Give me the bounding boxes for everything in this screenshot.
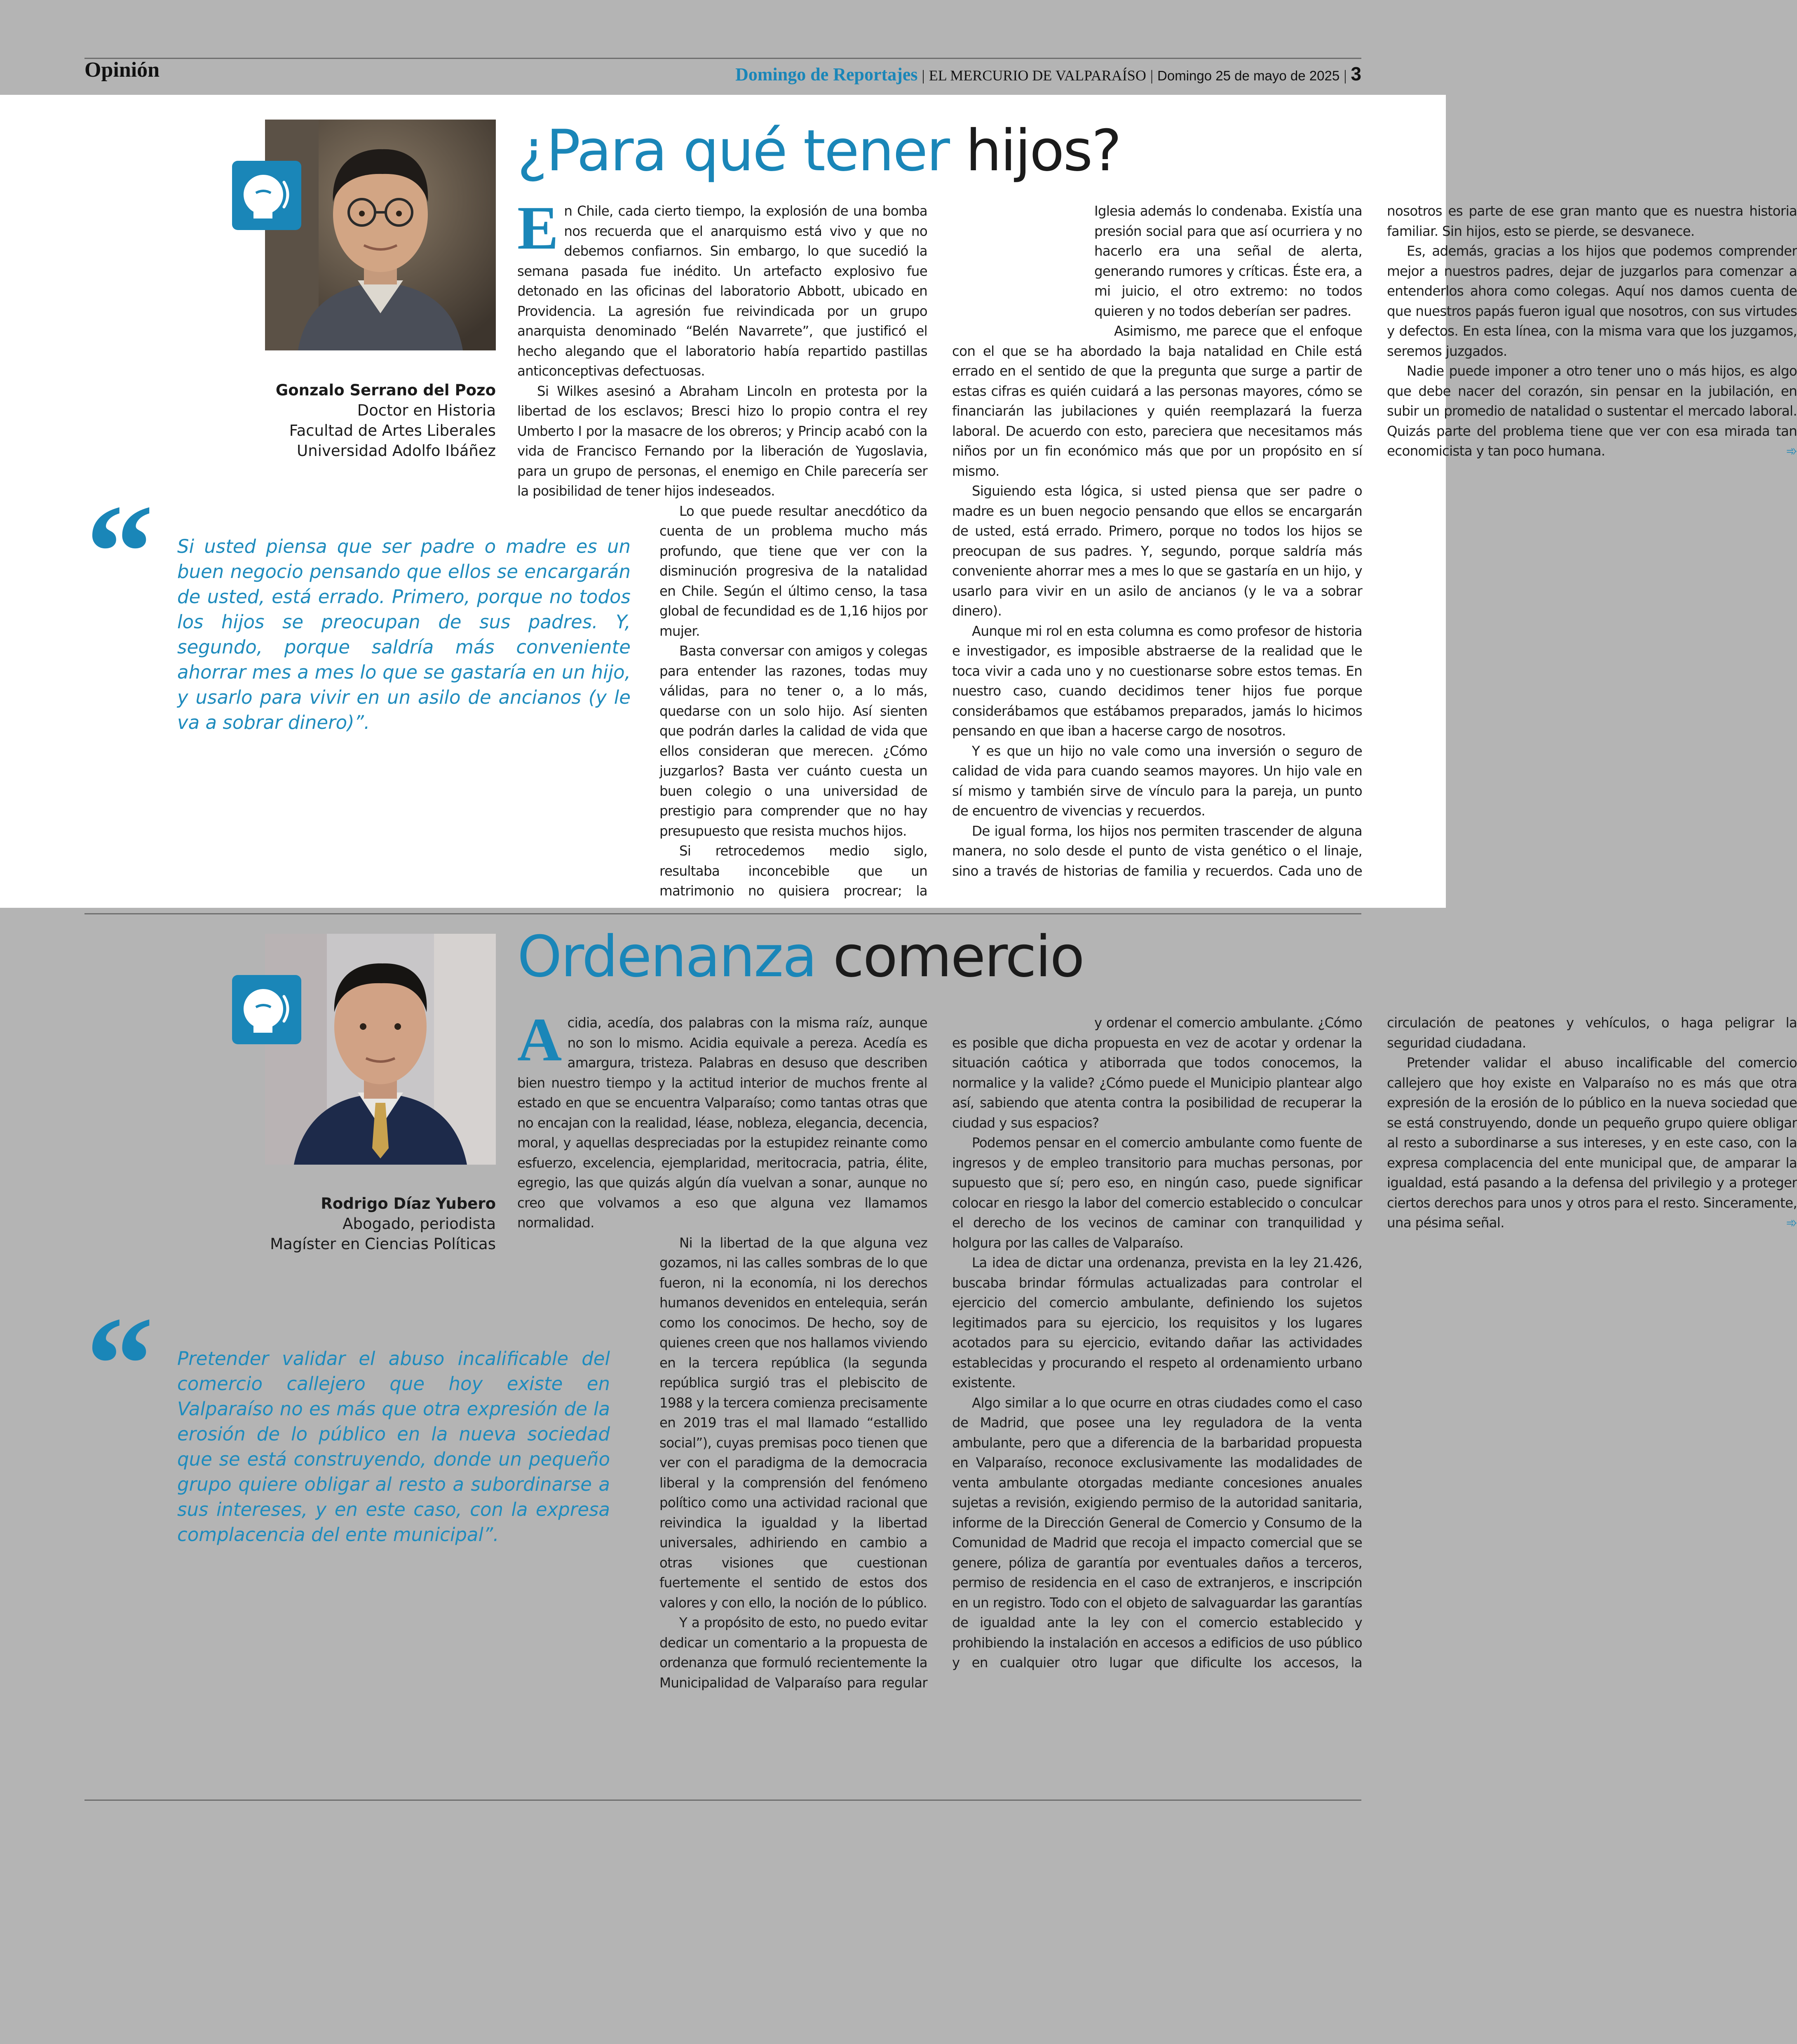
author-portrait (265, 934, 496, 1165)
author-name: Gonzalo Serrano del Pozo (275, 381, 496, 399)
article-body (517, 194, 1797, 902)
separator: | (1344, 67, 1347, 84)
headline-highlight: ¿Para qué tener (517, 117, 949, 184)
article-headline (517, 117, 1121, 184)
article-headline (517, 923, 1084, 990)
body-paragraph: Siguiendo esta lógica, si usted piensa que ser padre o madre es un buen negocio pensando que ellos se encargarán de usted, está errado. Primero, porque no todos los hijos se preocupan de sus padres. Y, segundo, porque saldría más conveniente ahorrar mes a mes lo que se gastaría en un hijo, y usarlo para vivir en un asilo de ancianos (y le va a sobrar dinero). (952, 483, 1362, 619)
author-degree: Magíster en Ciencias Políticas (270, 1235, 496, 1253)
article-hijos (0, 95, 1797, 908)
pull-quote: Pretender validar el abuso incalificable del comercio callejero que hoy existe en Valparaíso no es más que otra expresión de la erosión de lo público en la nueva sociedad que se está construyendo, donde un pequeño grupo quiere obligar al resto a subordinarse a sus intereses, y en este caso, con la expresa complacencia del ente municipal”. (177, 1348, 610, 1546)
body-paragraph: Y es que un hijo no vale como una inversión o seguro de calidad de vida para cuando seamos mayores. Un hijo vale en sí mismo y también sirve de vínculo para la pareja, un punto de encuentro de vivencias y recuerdos. (952, 743, 1362, 819)
author-portrait (265, 120, 496, 350)
body-paragraph: La idea de dictar una ordenanza, prevista en la ley 21.426, buscaba brindar fórmulas actualizadas para controlar el ejercicio del comercio ambulante, definiendo los sujetos legitimados para su ejercicio, los requisitos y los lugares acotados para su ejercicio, evitando dañar las actividades establecidas y procurando el respeto al ordenamiento urbano existente. (952, 1255, 1362, 1391)
drop-cap: A (517, 1006, 562, 1074)
author-name: Rodrigo Díaz Yubero (321, 1195, 496, 1212)
pull-quote: Si usted piensa que ser padre o madre es un buen negocio pensando que ellos se encargarán de usted, está errado. Primero, porque no todos los hijos se preocupan de sus padres. Y, segundo, porque saldría más conveniente ahorrar mes a mes lo que se gastaría en un hijo, y usarlo para vivir en un asilo de ancianos (y le va a sobrar dinero)”. (177, 536, 631, 733)
issue-date: Domingo 25 de mayo de 2025 (1157, 68, 1340, 83)
headline-rest: comercio (833, 923, 1084, 990)
article-ordenanza (0, 909, 1797, 1709)
body-paragraph: De igual forma, los hijos nos permiten trascender de alguna manera, no solo desde el punto de vista genético o el linaje, sino a través de historias de familia y recuerdos. Cada uno de nosotros es parte de ese gran manto que es nuestra historia familiar. Sin hijos, esto se pierde, se desvanece. (952, 203, 1797, 879)
author-title: Abogado, periodista (343, 1215, 496, 1233)
body-paragraph: Si Wilkes asesinó a Abraham Lincoln en protesta por la libertad de los esclavos; Bresci hizo lo propio contra el rey Umberto I por la masacre de los obreros; y Princip acabó con la vida de Francisco Fernando por la liberación de Yugoslavia, para un grupo de personas, el enemigo en Chile parecería ser la posibilidad de tener hijos indeseados. (517, 383, 927, 499)
body-paragraph: Asimismo, me parece que el enfoque con el que se ha abordado la baja natalidad en Chile está errado en el sentido de que la pregunta que surge a partir de estas cifras es quién cuidará a las personas mayores, cómo se financiarán las jubilaciones y quién reemplazará la fuerza laboral. De acuerdo con esto, pareciera que necesitamos más niños por un fin económico más que por un propósito en sí mismo. (952, 323, 1362, 479)
quote-mark-icon: “ (86, 477, 154, 627)
body-paragraph: Ni la libertad de la que alguna vez gozamos, ni las calles sombras de lo que fueron, ni la economía, ni los derechos humanos devenidos en entelequia, serán como los conocimos. De hecho, soy de quienes creen que nos hallamos viviendo en la tercera república (la segunda república surgió tras el plebiscito de 1988 y la tercera comienza precisamente en 2019 tras el mal llamado “estallido social”), cuyas premisas poco tienen que ver con el paradigma de la democracia liberal y la comprensión del fenómeno político como una actividad racional que reivindica la igualdad y la libertad universales, adhiriendo en cambio a otras visiones que cuestionan fuertemente el sentido de estos dos valores y con ello, la noción de lo público. (517, 1233, 927, 1613)
page-number: 3 (1351, 63, 1361, 85)
speech-head-icon (232, 975, 301, 1044)
author-faculty: Facultad de Artes Liberales (289, 422, 496, 439)
body-paragraph: Lo que puede resultar anecdótico da cuenta de un problema mucho más profundo, que tiene que ver con la disminución progresiva de la natalidad en Chile. Según el último censo, la tasa global de fecundidad es de 1,16 hijos por mujer. (517, 501, 927, 641)
body-paragraph: Aunque mi rol en esta columna es como profesor de historia e investigador, es imposible abstraerse de la realidad que le toca vivir a cada uno y no cuestionarse sobre estos temas. En nuestro caso, cuando decidimos tener hijos fue porque considerábamos que estábamos preparados, jamás lo hicimos pensando en que iban a hacerse cargo de nosotros. (952, 623, 1362, 739)
author-title: Doctor en Historia (357, 402, 496, 419)
newspaper-name: EL MERCURIO DE VALPARAÍSO (929, 67, 1146, 84)
headline-rest: hijos? (965, 117, 1121, 184)
separator: | (922, 67, 925, 84)
body-paragraph: Acidia, acedía, dos palabras con la misma raíz, aunque no son lo mismo. Acidia equivale a pereza. Acedía es amargura, tristeza. Palabras en desuso que describen bien nuestro tiempo y la actitud interior de muchos frente al estado en que se encuentra Valparaíso; como tantas otras que no encajan con la realidad, léase, nobleza, elegancia, decencia, moral, y aquellas despreciadas por la estupidez reinante como esfuerzo, excelencia, ejemplaridad, meritocracia, patria, élite, egregio, las que quizás algún día vuelvan a sonar, aunque no creo que volvamos a eso que alguna vez llamamos normalidad. (517, 1006, 927, 1231)
body-paragraph: Algo similar a lo que ocurre en otras ciudades como el caso de Madrid, que posee una ley reguladora de la venta ambulante, pero que a diferencia de la barbaridad propuesta en Valparaíso, reconoce exclusivamente las modalidades de venta ambulante otorgadas mediante concesiones anuales sujetas a revisión, exigiendo permiso de la autoridad sanitaria, informe de la Dirección General de Comercio y Consumo de la Comunidad de Madrid que recoja el impacto comercial que se genere, póliza de garantía por eventuales daños a terceros, permiso de residencia en el caso de extranjeros, e inscripción en un registro. Todo con el objeto de salvaguardar las garantías de igualdad ante la ley con el comercio establecido y prohibiendo la instalación en accesos a edificios de uso público y en cualquier otro lugar que dificulte los accesos, la circulación de peatones y vehículos, o haga peligrar la seguridad ciudadana. (952, 1015, 1797, 1670)
masthead (735, 63, 1361, 85)
body-paragraph: Es, además, gracias a los hijos que podemos comprender mejor a nuestros padres, dejar de juzgarlos para comenzar a entenderlos ahora como colegas. Aquí nos damos cuenta de que nuestros papás fueron igual que nosotros, con sus virtudes y defectos. En esta línea, con la misma vara que los juzgamos, seremos juzgados. (1387, 243, 1797, 359)
body-paragraph: Nadie puede imponer a otro tener uno o más hijos, es algo que debe nacer del corazón, sin pensar en la jubilación, en subir un promedio de natalidad o sustentar el mercado laboral. Quizás parte del problema tiene que ver con esa mirada tan economicista y tan poco humana. ➾ (1387, 361, 1797, 461)
body-paragraph: En Chile, cada cierto tiempo, la explosión de una bomba nos recuerda que el anarquismo está vivo y que no debemos confiarnos. Sin embargo, lo que sucedió la semana pasada fue inédito. Un artefacto explosivo fue detonado en las oficinas del laboratorio Abbott, ubicado en Providencia. La agresión fue reivindicada por un grupo anarquista denominado “Belén Navarrete”, que justificó el hecho alegando que el laboratorio había repartido pastillas anticonceptivas defectuosas. (517, 194, 927, 379)
headline-highlight: Ordenanza (517, 923, 816, 990)
supplement-name: Domingo de Reportajes (735, 64, 918, 85)
quote-mark-icon: “ (86, 1289, 154, 1440)
end-arrow-icon: ➾ (1786, 443, 1797, 459)
bottom-rule (84, 1800, 1361, 1801)
article-body (517, 1006, 1797, 1697)
body-paragraph: Si retrocedemos medio siglo, resultaba inconcebible que un matrimonio no quisiera procrear; la Iglesia además lo condenaba. Existía una presión social para que así ocurriera y no hacerlo era una señal de alerta, generando rumores y críticas. Éste era, a mi juicio, el otro extremo: no todos quieren y no todos deberían ser padres. (659, 203, 1362, 899)
author-university: Universidad Adolfo Ibáñez (297, 442, 496, 460)
end-arrow-icon: ➾ (1786, 1215, 1797, 1231)
author-byline (207, 1194, 496, 1254)
drop-cap: E (517, 194, 558, 262)
header-top-rule (84, 58, 1361, 59)
body-paragraph: Basta conversar con amigos y colegas para entender las razones, todas muy válidas, para no tener o, a lo más, quedarse con un solo hijo. Así sienten que podrán darles la calidad de vida que ellos consideran que merecen. ¿Cómo juzgarlos? Basta ver cuánto cuesta un buen colegio o una universidad de prestigio para comprender que no hay presupuesto que resista muchos hijos. (659, 643, 927, 839)
body-paragraph: Podemos pensar en el comercio ambulante como fuente de ingresos y de empleo transitorio para muchas personas, por supuesto que sí; pero eso, en ningún caso, puede significar colocar en riesgo la labor del comercio establecido o conculcar el derecho de los vecinos de caminar con tranquilidad y holgura por las calles de Valparaíso. (952, 1135, 1362, 1251)
author-byline (207, 380, 496, 461)
body-paragraph: Y a propósito de esto, no puedo evitar dedicar un comentario a la propuesta de ordenanza que formuló recientemente la Municipalidad de Valparaíso para regular y ordenar el comercio ambulante. ¿Cómo es posible que dicha propuesta en vez de acotar y ordenar la situación caótica y atiborrada que todos conocemos, la normalice y la valide? ¿Cómo puede el Municipio plantear algo así, sabiendo que atenta contra la posibilidad de recuperar la ciudad y sus espacios? (659, 1015, 1362, 1691)
body-paragraph: Pretender validar el abuso incalificable del comercio callejero que hoy existe en Valparaíso no es más que otra expresión de la erosión de lo público en la nueva sociedad que se está construyendo, donde un pequeño grupo quiere obligar al resto a subordinarse a sus intereses, y en este caso, con la expresa complacencia del ente municipal que, de amparar la igualdad, está pasando a la defensa del privilegio y a proteger ciertos derechos para unos y otros para el resto. Sinceramente, una pésima señal. ➾ (1387, 1053, 1797, 1233)
speech-head-icon (232, 161, 301, 230)
separator: | (1150, 67, 1154, 84)
section-label: Opinión (84, 58, 160, 82)
